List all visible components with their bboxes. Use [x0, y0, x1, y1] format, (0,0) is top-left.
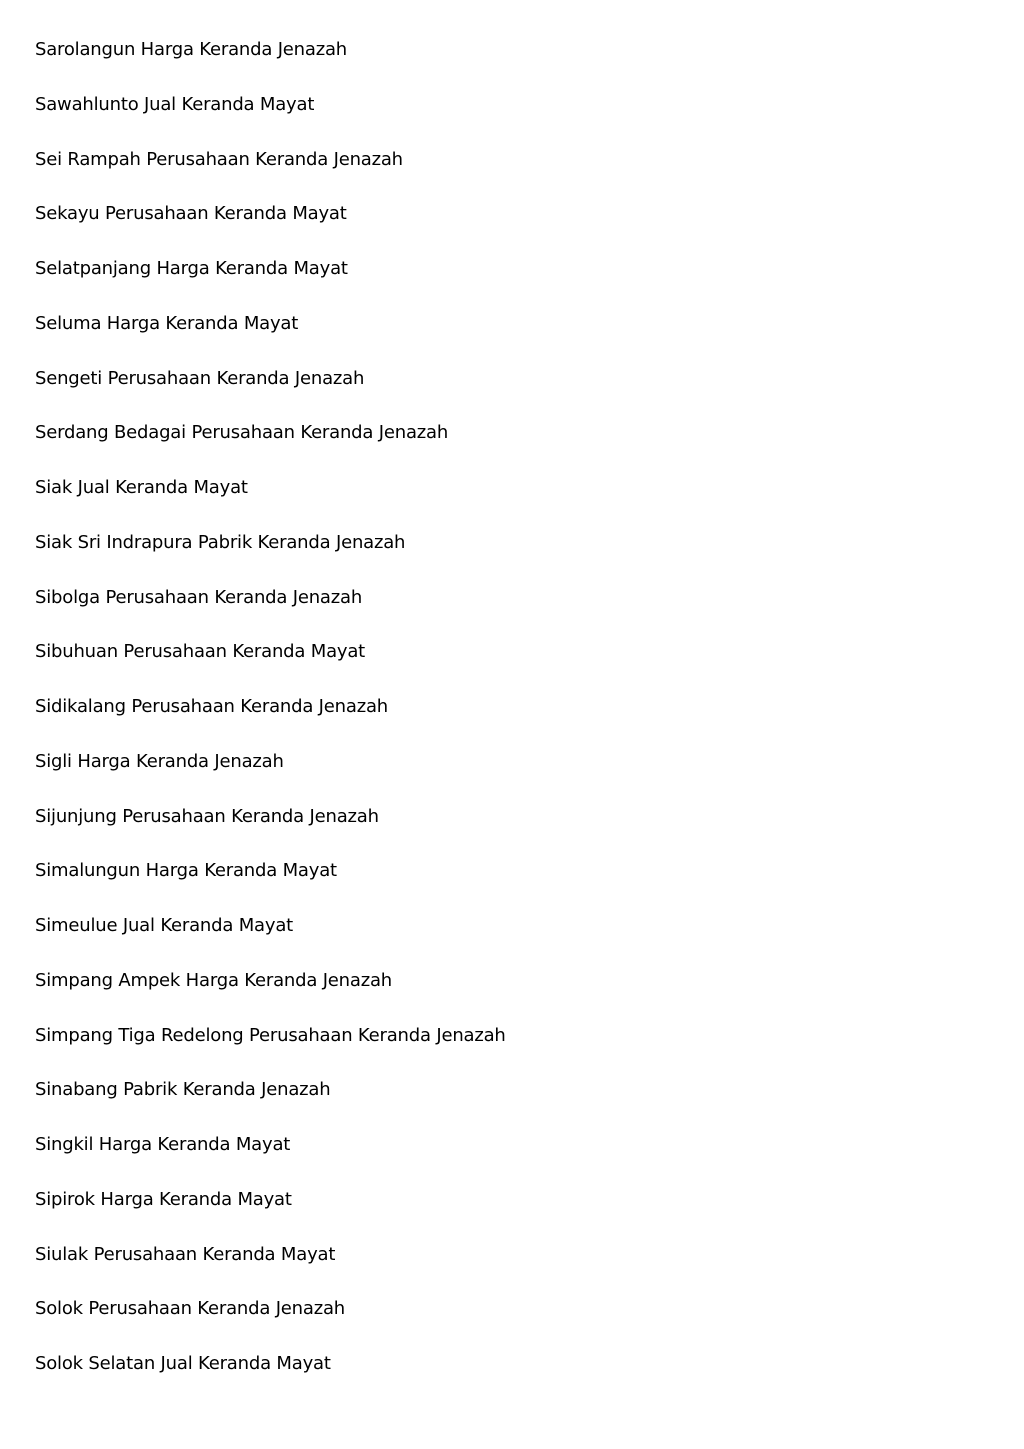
list-item: Sawahlunto Jual Keranda Mayat: [35, 93, 315, 115]
list-item: Sibuhuan Perusahaan Keranda Mayat: [35, 641, 366, 663]
list-item: Solok Selatan Jual Keranda Mayat: [35, 1353, 331, 1374]
list-item: Simpang Ampek Harga Keranda Jenazah: [35, 969, 392, 991]
list-item: Sidikalang Perusahaan Keranda Jenazah: [35, 696, 388, 717]
list-item: Simpang Tiga Redelong Perusahaan Keranda Jenazah: [35, 1024, 506, 1046]
list-item: Sinabang Pabrik Keranda Jenazah: [35, 1079, 331, 1101]
list-item: Sarolangun Harga Keranda Jenazah: [35, 39, 348, 60]
list-item: Sigli Harga Keranda Jenazah: [35, 750, 284, 772]
list-item: Simeulue Jual Keranda Mayat: [35, 915, 294, 936]
keyword-list: [35, 36, 506, 1405]
list-item: Simalungun Harga Keranda Mayat: [35, 860, 337, 882]
list-item: Sijunjung Perusahaan Keranda Jenazah: [35, 805, 379, 827]
list-item: Sipirok Harga Keranda Mayat: [35, 1188, 292, 1210]
list-item: Sei Rampah Perusahaan Keranda Jenazah: [35, 148, 403, 170]
list-item: Selatpanjang Harga Keranda Mayat: [35, 258, 348, 279]
list-item: Siak Sri Indrapura Pabrik Keranda Jenazah: [35, 531, 406, 553]
list-item: Sengeti Perusahaan Keranda Jenazah: [35, 367, 365, 389]
list-item: Solok Perusahaan Keranda Jenazah: [35, 1298, 346, 1320]
list-item: Siulak Perusahaan Keranda Mayat: [35, 1243, 336, 1265]
list-item: Siak Jual Keranda Mayat: [35, 477, 248, 498]
list-item: Serdang Bedagai Perusahaan Keranda Jenazah: [35, 422, 449, 444]
list-item: Seluma Harga Keranda Mayat: [35, 312, 299, 334]
list-item: Sekayu Perusahaan Keranda Mayat: [35, 203, 347, 225]
list-item: Sibolga Perusahaan Keranda Jenazah: [35, 586, 363, 608]
list-item: Singkil Harga Keranda Mayat: [35, 1134, 291, 1155]
